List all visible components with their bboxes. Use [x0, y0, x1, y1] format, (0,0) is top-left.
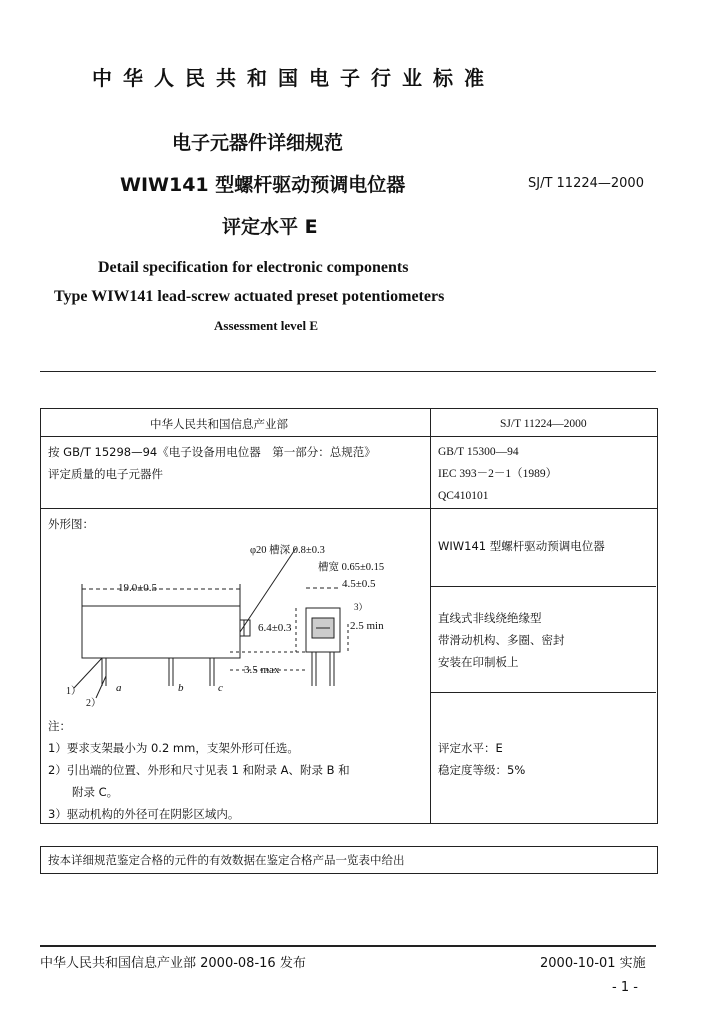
pin-a-label: a [116, 682, 122, 694]
dim-width: 4.5±0.5 [342, 578, 376, 590]
general-spec-reference: 按 GB/T 15298—94《电子设备用电位器 第一部分：总规范》 [48, 445, 376, 459]
page-number: - 1 - [612, 980, 638, 995]
outline-label: 外形图： [48, 517, 94, 531]
dim-slot-diameter: φ20 槽深 0.8±0.3 [250, 545, 325, 556]
cn-title-line-3: 评定水平 E [222, 216, 318, 238]
label-3: 3） [354, 602, 368, 612]
table-row-line [430, 586, 656, 587]
dim-slot-width: 槽宽 0.65±0.15 [318, 562, 385, 573]
label-2: 2） [86, 698, 101, 709]
dim-max: 3.5 max [244, 664, 280, 676]
table-row-line [430, 692, 656, 693]
ref-standard-qc: QC410101 [438, 490, 489, 502]
note-2: 2）引出端的位置、外形和尺寸见表 1 和附录 A、附录 B 和 [48, 763, 350, 777]
issue-date: 中华人民共和国信息产业部 2000-08-16 发布 [40, 956, 306, 971]
assessment-level: 评定水平：E [438, 741, 503, 755]
label-1: 1） [66, 686, 81, 697]
standard-code: SJ/T 11224—2000 [528, 176, 644, 191]
en-title-line-1: Detail specification for electronic components [98, 259, 409, 276]
table-standard-code: SJ/T 11224—2000 [500, 418, 587, 430]
note-1: 1）要求支架最小为 0.2 mm，支架外形可任选。 [48, 741, 299, 755]
en-title-line-3: Assessment level E [214, 318, 318, 333]
note-3: 3）驱动机构的外径可在阴影区域内。 [48, 807, 240, 821]
header-divider [40, 371, 656, 372]
table-row-line [40, 436, 657, 437]
cn-title-line-1: 电子元器件详细规范 [172, 132, 344, 154]
ref-standard-gb: GB/T 15300—94 [438, 446, 519, 458]
pin-c-label: c [218, 682, 223, 694]
notes-title: 注： [48, 719, 71, 733]
qualified-products-note: 按本详细规范鉴定合格的元件的有效数据在鉴定合格产品一览表中给出 [48, 853, 405, 867]
feature-line-3: 安装在印制板上 [438, 655, 519, 669]
effective-date: 2000-10-01 实施 [540, 956, 646, 971]
en-title-line-2: Type WIW141 lead-screw actuated preset potentiometers [54, 288, 445, 305]
dim-height: 6.4±0.3 [258, 622, 292, 634]
issuing-authority: 中华人民共和国信息产业部 [150, 417, 288, 431]
table-row-line [40, 508, 657, 509]
table-vertical-divider [430, 408, 431, 823]
general-spec-reference-2: 评定质量的电子元器件 [48, 467, 163, 481]
feature-line-2: 带滑动机构、多圈、密封 [438, 633, 565, 647]
standard-category-title: 中华人民共和国电子行业标准 [92, 66, 495, 90]
pin-b-label: b [178, 682, 184, 694]
dim-min: 2.5 min [350, 620, 384, 632]
dim-length: 19.0±0.5 [118, 582, 158, 594]
feature-line-1: 直线式非线绕绝缘型 [438, 611, 542, 625]
stability-class: 稳定度等级：5% [438, 763, 526, 777]
potentiometer-body [82, 606, 240, 658]
note-2-cont: 附录 C。 [72, 785, 119, 799]
product-name: WIW141 型螺杆驱动预调电位器 [438, 539, 605, 553]
cn-title-line-2: WIW141 型螺杆驱动预调电位器 [120, 174, 406, 196]
ref-standard-iec: IEC 393－2－1（1989） [438, 468, 558, 480]
footer-divider [40, 945, 656, 947]
